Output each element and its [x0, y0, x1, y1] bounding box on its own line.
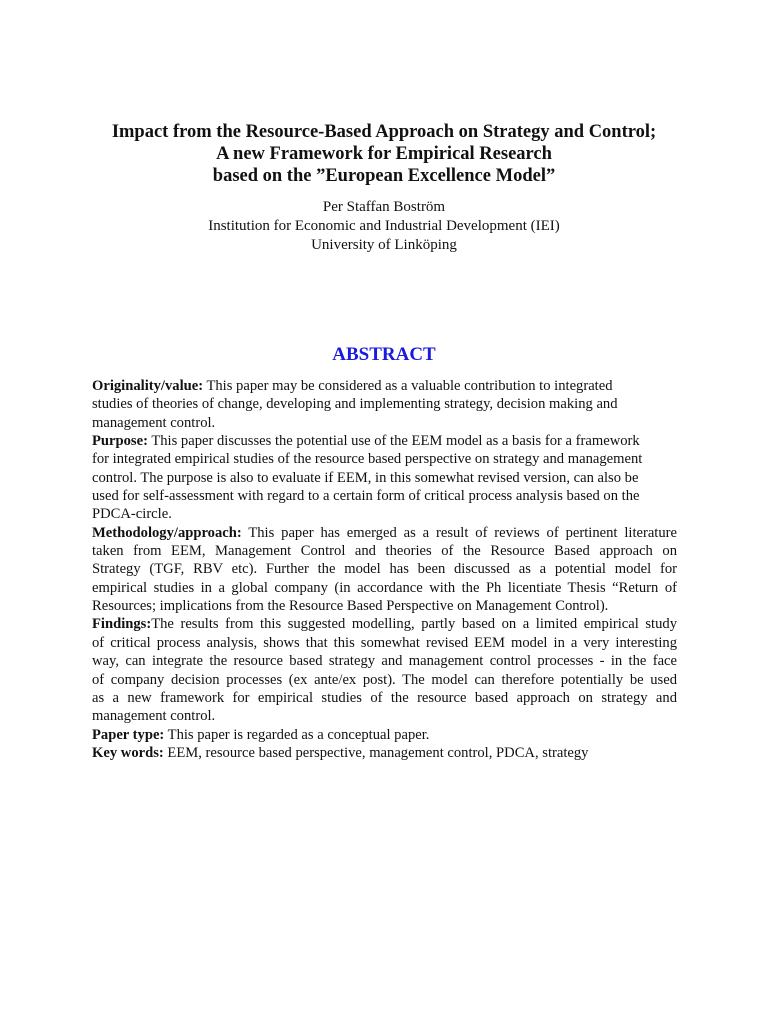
section-label: Findings: — [92, 616, 152, 633]
author-name: Per Staffan Boström — [322, 199, 446, 215]
abstract-line — [92, 615, 677, 633]
abstract-line — [92, 432, 677, 450]
title-line: based on the ”European Excellence Model” — [212, 166, 556, 186]
section-label: Methodology/approach: — [92, 524, 242, 541]
section-label: Originality/value: — [92, 378, 204, 394]
abstract-line: for integrated empirical studies of the resource based perspective on strategy and management — [92, 451, 643, 468]
abstract-line — [92, 744, 677, 762]
author-institution: Institution for Economic and Industrial Development (IEI) — [208, 218, 560, 234]
line-text: This paper discusses the potential use of the EEM model as a basis for a framework — [147, 433, 640, 450]
abstract-line: Strategy (TGF, RBV etc). Further the model has been discussed as a potential model for — [92, 561, 677, 578]
line-text: This paper may be considered as a valuable contribution to integrated — [203, 378, 613, 394]
line-text: This paper is regarded as a conceptual paper. — [164, 726, 430, 743]
title-line: A new Framework for Empirical Research — [216, 144, 552, 164]
section-label: Purpose: — [92, 433, 148, 450]
abstract-line: management control. — [92, 414, 216, 431]
abstract-line — [92, 726, 677, 744]
abstract-body — [92, 377, 677, 762]
title-line: Impact from the Resource-Based Approach on Strategy and Control; — [111, 122, 657, 142]
paper-title — [0, 121, 768, 187]
abstract-line — [92, 377, 677, 395]
abstract-line: PDCA-circle. — [92, 506, 172, 523]
author-block — [0, 198, 768, 255]
abstract-line: taken from EEM, Management Control and theories of the Resource Based approach on — [92, 543, 677, 560]
abstract-line: used for self-assessment with regard to a certain form of critical process analysis based on the — [92, 488, 640, 505]
abstract-line: of critical process analysis, shows that this somewhat revised EEM model in a very interesting — [92, 634, 677, 651]
line-text: The results from this suggested modelling, partly based on a limited empirical study — [151, 616, 677, 633]
line-text: This paper has emerged as a result of reviews of pertinent literature — [241, 524, 677, 541]
section-label: Key words: — [92, 744, 164, 761]
abstract-line: control. The purpose is also to evaluate if EEM, in this somewhat revised version, can also be — [92, 469, 639, 486]
abstract-line: management control. — [92, 708, 216, 725]
abstract-line: studies of theories of change, developing and implementing strategy, decision making and — [92, 396, 618, 413]
abstract-line: of company decision processes (ex ante/ex post). The model can therefore potentially be used — [92, 671, 677, 688]
line-text: EEM, resource based perspective, management control, PDCA, strategy — [163, 744, 589, 761]
abstract-heading: ABSTRACT — [332, 344, 436, 365]
abstract-line — [92, 524, 677, 542]
abstract-line: way, can integrate the resource based strategy and management control processes - in the face — [92, 653, 677, 670]
author-university: University of Linköping — [311, 237, 457, 253]
abstract-line: as a new framework for empirical studies of the resource based approach on strategy and — [92, 689, 677, 706]
section-label: Paper type: — [92, 726, 165, 743]
abstract-line: Resources; implications from the Resource Based Perspective on Management Control). — [92, 598, 609, 615]
abstract-line: empirical studies in a global company (in accordance with the Ph licentiate Thesis “Return of — [92, 579, 677, 596]
